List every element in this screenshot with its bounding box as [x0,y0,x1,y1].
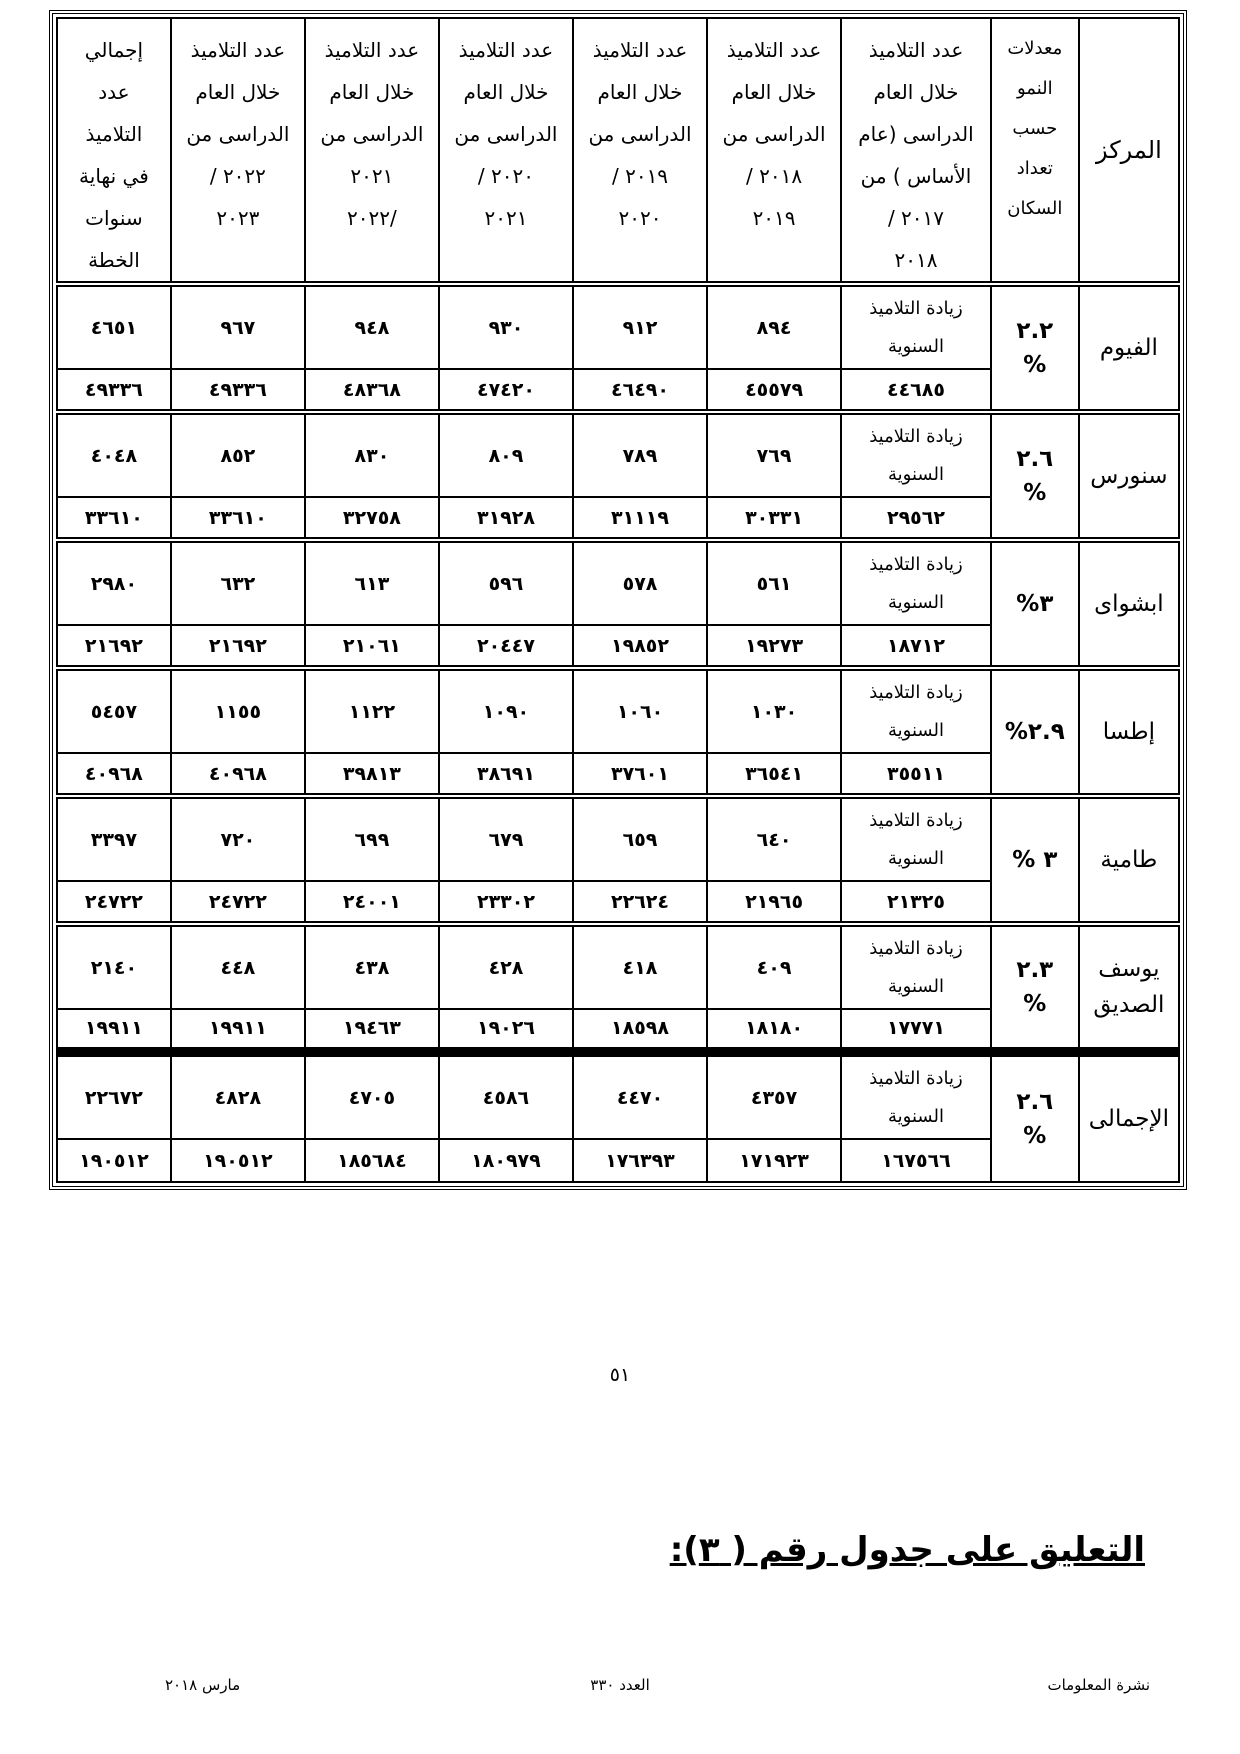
annual-increase-cell: ٨٥٢ [171,412,305,497]
student-total-cell: ٢٩٥٦٢ [841,497,991,540]
table-row [57,1052,1179,1139]
center-name-cell: الفيوم [1079,284,1179,412]
annual-increase-cell: ٤٤٧٠ [573,1052,707,1139]
student-total-cell: ٢١٦٩٢ [57,625,171,668]
student-total-cell: ٣٦٥٤١ [707,753,841,796]
annual-increase-cell: ٢١٤٠ [57,924,171,1009]
annual-increase-cell: ٦٧٩ [439,796,573,881]
annual-increase-label: زيادة التلاميذ السنوية [841,540,991,625]
section-heading: التعليق على جدول رقم ( ٣): [669,1530,1145,1570]
student-total-cell: ١٩٠٢٦ [439,1009,573,1052]
student-total-cell: ٣١١١٩ [573,497,707,540]
annual-increase-cell: ٤٨٢٨ [171,1052,305,1139]
table-row [57,284,1179,369]
table-row [57,412,1179,497]
growth-rate-cell: ٣ % [991,796,1079,924]
annual-increase-cell: ٤٥٨٦ [439,1052,573,1139]
annual-increase-cell: ٤٧٠٥ [305,1052,439,1139]
student-total-cell: ١٧١٩٢٣ [707,1139,841,1182]
growth-rate-cell: ٢.٢ % [991,284,1079,412]
center-name-cell: إطسا [1079,668,1179,796]
annual-increase-cell: ٤٠٩ [707,924,841,1009]
annual-increase-cell: ٥٦١ [707,540,841,625]
header-year-2018: عدد التلاميذ خلال العام الدراسى من ٢٠١٨ / ٢٠١٩ [707,18,841,284]
center-name-cell: الإجمالى [1079,1052,1179,1182]
student-total-cell: ١٨٥٩٨ [573,1009,707,1052]
growth-rate-cell: ٢.٦ % [991,1052,1079,1182]
student-total-cell: ٤٤٦٨٥ [841,369,991,412]
annual-increase-cell: ١٠٩٠ [439,668,573,753]
annual-increase-cell: ١١٢٢ [305,668,439,753]
center-name-cell: يوسف الصديق [1079,924,1179,1052]
annual-increase-cell: ٦٩٩ [305,796,439,881]
student-total-cell: ٢٢٦٢٤ [573,881,707,924]
footer-date: مارس ٢٠١٨ [165,1676,241,1694]
center-name-cell: ابشواى [1079,540,1179,668]
annual-increase-label: زيادة التلاميذ السنوية [841,924,991,1009]
student-total-cell: ٤٧٤٢٠ [439,369,573,412]
student-total-cell: ١٨٠٩٧٩ [439,1139,573,1182]
growth-rate-cell: ٣% [991,540,1079,668]
student-total-cell: ١٩٢٧٣ [707,625,841,668]
annual-increase-cell: ٨٣٠ [305,412,439,497]
student-total-cell: ٣٢٧٥٨ [305,497,439,540]
student-total-cell: ٤٩٣٣٦ [171,369,305,412]
header-year-2019: عدد التلاميذ خلال العام الدراسى من ٢٠١٩ / ٢٠٢٠ [573,18,707,284]
annual-increase-cell: ٢٢٦٧٢ [57,1052,171,1139]
annual-increase-cell: ٤٣٨ [305,924,439,1009]
student-total-cell: ٤٥٥٧٩ [707,369,841,412]
student-total-cell: ٢١٩٦٥ [707,881,841,924]
annual-increase-label: زيادة التلاميذ السنوية [841,796,991,881]
annual-increase-cell: ٧٢٠ [171,796,305,881]
student-total-cell: ١٨٧١٢ [841,625,991,668]
growth-table-frame [49,10,1187,1190]
annual-increase-cell: ٨٩٤ [707,284,841,369]
students-growth-table [56,17,1180,1183]
header-row [57,18,1179,284]
annual-increase-cell: ١١٥٥ [171,668,305,753]
student-total-cell: ٢٣٣٠٢ [439,881,573,924]
annual-increase-cell: ٦٤٠ [707,796,841,881]
student-total-cell: ٤٠٩٦٨ [171,753,305,796]
annual-increase-cell: ٣٣٩٧ [57,796,171,881]
annual-increase-cell: ٥٩٦ [439,540,573,625]
header-growth-rate: معدلات النمو حسب تعداد السكان [991,18,1079,284]
student-total-cell: ٣٠٣٣١ [707,497,841,540]
student-total-cell: ١٩٤٦٣ [305,1009,439,1052]
annual-increase-cell: ٦١٣ [305,540,439,625]
student-total-cell: ٢١٣٢٥ [841,881,991,924]
annual-increase-cell: ١٠٦٠ [573,668,707,753]
annual-increase-cell: ٤٠٤٨ [57,412,171,497]
student-total-cell: ٢٤٠٠١ [305,881,439,924]
annual-increase-cell: ٩٤٨ [305,284,439,369]
annual-increase-cell: ٤٤٨ [171,924,305,1009]
student-total-cell: ٢١٦٩٢ [171,625,305,668]
annual-increase-cell: ١٠٣٠ [707,668,841,753]
footer-publication: نشرة المعلومات [1047,1676,1150,1694]
annual-increase-cell: ٩٣٠ [439,284,573,369]
student-total-cell: ٣٨٦٩١ [439,753,573,796]
student-total-cell: ٤٠٩٦٨ [57,753,171,796]
student-total-cell: ٤٨٣٦٨ [305,369,439,412]
student-total-cell: ٢١٠٦١ [305,625,439,668]
annual-increase-label: زيادة التلاميذ السنوية [841,412,991,497]
student-total-cell: ٤٩٣٣٦ [57,369,171,412]
student-total-cell: ١٩٠٥١٢ [57,1139,171,1182]
student-total-cell: ١٦٧٥٦٦ [841,1139,991,1182]
student-total-cell: ١٩٩١١ [171,1009,305,1052]
annual-increase-cell: ٦٥٩ [573,796,707,881]
header-year-2021: عدد التلاميذ خلال العام الدراسى من ٢٠٢١ /٢٠٢٢ [305,18,439,284]
student-total-cell: ٢٠٤٤٧ [439,625,573,668]
header-year-2020: عدد التلاميذ خلال العام الدراسى من ٢٠٢٠ / ٢٠٢١ [439,18,573,284]
header-year-base: عدد التلاميذ خلال العام الدراسى (عام الأساس ) من ٢٠١٧ / ٢٠١٨ [841,18,991,284]
student-total-cell: ١٩٨٥٢ [573,625,707,668]
student-total-cell: ٢٤٧٢٢ [171,881,305,924]
student-total-cell: ٢٤٧٢٢ [57,881,171,924]
table-row [57,668,1179,753]
header-center: المركز [1079,18,1179,284]
student-total-cell: ٣٣٦١٠ [57,497,171,540]
table-row [57,924,1179,1009]
growth-rate-cell: ٢.٣ % [991,924,1079,1052]
annual-increase-cell: ٢٩٨٠ [57,540,171,625]
student-total-cell: ١٧٧٧١ [841,1009,991,1052]
annual-increase-label: زيادة التلاميذ السنوية [841,668,991,753]
annual-increase-cell: ٨٠٩ [439,412,573,497]
annual-increase-cell: ٤٦٥١ [57,284,171,369]
table-body [57,284,1179,1182]
growth-rate-cell: ٢.٩% [991,668,1079,796]
center-name-cell: طامية [1079,796,1179,924]
student-total-cell: ٣٧٦٠١ [573,753,707,796]
header-year-2022: عدد التلاميذ خلال العام الدراسى من ٢٠٢٢ / ٢٠٢٣ [171,18,305,284]
student-total-cell: ٣٩٨١٣ [305,753,439,796]
annual-increase-cell: ٥٧٨ [573,540,707,625]
annual-increase-cell: ٤١٨ [573,924,707,1009]
center-name-cell: سنورس [1079,412,1179,540]
growth-rate-cell: ٢.٦ % [991,412,1079,540]
student-total-cell: ٣٣٦١٠ [171,497,305,540]
student-total-cell: ٣٥٥١١ [841,753,991,796]
student-total-cell: ١٨١٨٠ [707,1009,841,1052]
page-number: ٥١ [609,1364,631,1386]
student-total-cell: ١٩٩١١ [57,1009,171,1052]
student-total-cell: ١٩٠٥١٢ [171,1139,305,1182]
student-total-cell: ٣١٩٢٨ [439,497,573,540]
annual-increase-label: زيادة التلاميذ السنوية [841,284,991,369]
annual-increase-label: زيادة التلاميذ السنوية [841,1052,991,1139]
annual-increase-cell: ٧٦٩ [707,412,841,497]
annual-increase-cell: ٧٨٩ [573,412,707,497]
student-total-cell: ١٨٥٦٨٤ [305,1139,439,1182]
annual-increase-cell: ٥٤٥٧ [57,668,171,753]
header-plan-total: إجمالي عدد التلاميذ في نهاية سنوات الخطة [57,18,171,284]
annual-increase-cell: ٦٣٢ [171,540,305,625]
annual-increase-cell: ٩٦٧ [171,284,305,369]
student-total-cell: ٤٦٤٩٠ [573,369,707,412]
annual-increase-cell: ٩١٢ [573,284,707,369]
annual-increase-cell: ٤٢٨ [439,924,573,1009]
annual-increase-cell: ٤٣٥٧ [707,1052,841,1139]
table-row [57,796,1179,881]
table-row [57,540,1179,625]
footer-issue: العدد ٣٣٠ [590,1676,650,1694]
student-total-cell: ١٧٦٣٩٣ [573,1139,707,1182]
